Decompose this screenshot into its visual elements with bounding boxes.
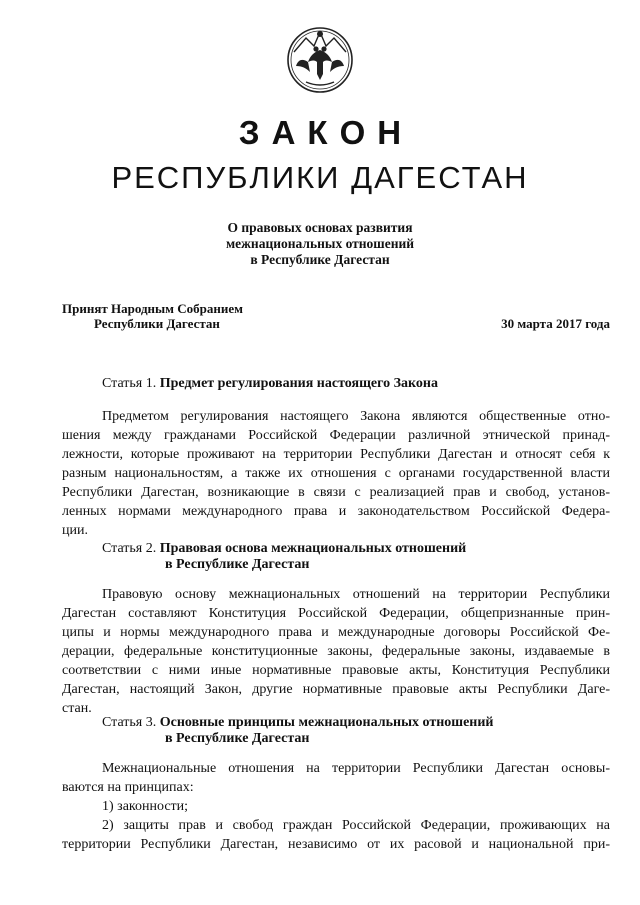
text-line: Межнациональные отношения на территории Республики Дагестан основы- [102, 761, 610, 776]
text-line: Дагестан составляют Конституция Российской Федерации, общепризнанные прин- [62, 606, 610, 621]
document-title: ЗАКОН [238, 114, 414, 151]
text-line: ваются на принципах: [62, 780, 194, 795]
adopted-by-line: Принят Народным Собранием [62, 301, 244, 316]
document-subtitle: РЕСПУБЛИКИ ДАГЕСТАН [111, 160, 529, 195]
law-name-line: в Республике Дагестан [250, 252, 390, 267]
text-line: 1) законности; [102, 799, 189, 814]
law-name-line: межнациональных отношений [225, 236, 415, 251]
article-title: Предмет регулирования настоящего Закона [159, 376, 438, 391]
coat-of-arms-emblem [284, 22, 356, 94]
article-2-text [62, 585, 610, 718]
text-line: соответствии с ними иные нормативные правовые акты, Конституция Республики [62, 663, 610, 678]
article-title: Правовая основа межнациональных отношений [159, 541, 467, 556]
text-line: территории Республики Дагестан, независимо от их расовой и национальной при- [62, 837, 610, 852]
article-number: Статья 3. [102, 715, 157, 730]
article-number: Статья 1. [102, 376, 157, 391]
text-line: лежности, которые проживают на территории Республики Дагестан и относят себя к [62, 447, 610, 462]
text-line: 2) защиты прав и свобод граждан Российской Федерации, проживающих на [102, 818, 610, 833]
text-line: ленных нормами международного права и законодательством Российской Федера- [62, 504, 610, 519]
text-line: Республики Дагестан, возникающие в связи с реализацией прав и свобод, установ- [62, 485, 610, 500]
article-title: Основные принципы межнациональных отношений [159, 715, 494, 730]
law-name-line: О правовых основах развития [227, 220, 413, 235]
text-line: стан. [62, 701, 92, 716]
article-1-heading [102, 376, 438, 392]
text-line: Правовую основу межнациональных отношений на территории Республики [102, 587, 610, 602]
adopted-by-line: Республики Дагестан [94, 316, 220, 331]
article-number: Статья 2. [102, 541, 157, 556]
text-line: шения между гражданами Российской Федерации различной этнической принад- [62, 428, 610, 443]
text-line: ции. [62, 523, 88, 538]
text-line: Предметом регулирования настоящего Закона являются общественные отно- [102, 409, 610, 424]
adoption-date: 30 марта 2017 года [501, 316, 610, 331]
article-3-text [62, 759, 610, 854]
adopted-by [62, 301, 243, 331]
text-line: дерации, федеральные конституционные законы, федеральные законы, издаваемые в [62, 644, 610, 659]
article-title-cont: в Республике Дагестан [165, 731, 310, 746]
text-line: ципы и нормы международного права и международные договоры Российской Фе- [62, 625, 610, 640]
text-line: Дагестан, настоящий Закон, другие нормативные правовые акты Республики Даге- [62, 682, 610, 697]
article-3-heading [102, 715, 494, 747]
article-2-heading [102, 541, 466, 573]
article-title-cont: в Республике Дагестан [165, 557, 310, 572]
article-1-text [62, 407, 610, 540]
law-name [0, 220, 640, 268]
text-line: разным национальностям, а также их отношения с органами государственной власти [62, 466, 610, 481]
